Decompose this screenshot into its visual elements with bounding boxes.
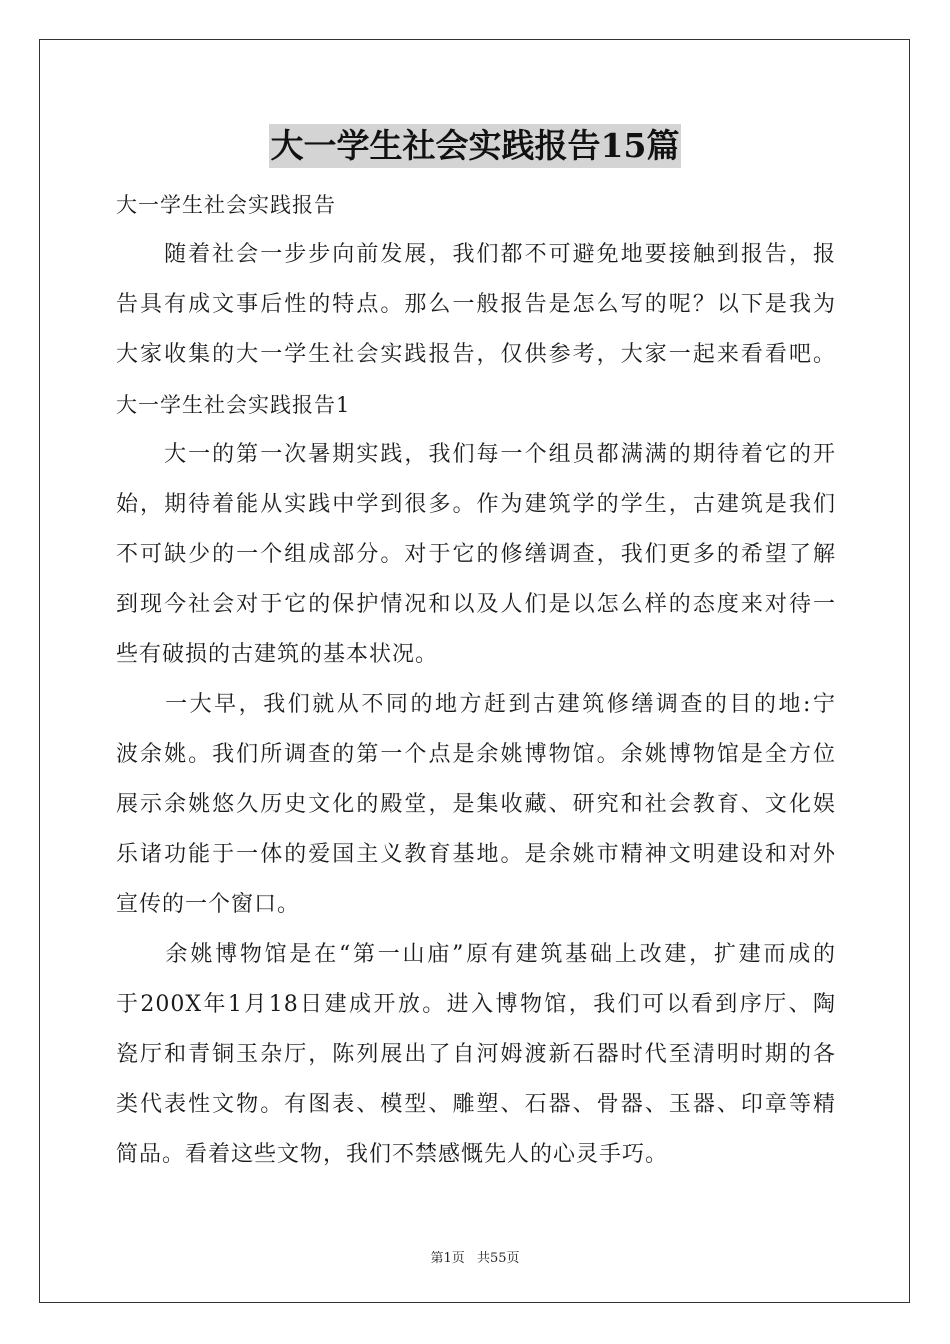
document-body [116,180,836,1180]
section-heading: 大一学生社会实践报告 [116,193,336,217]
text-line: 于200X年1月18日建成开放。进入博物馆，我们可以看到序厅、陶 [116,992,836,1017]
text-line: 告具有成文事后性的特点。那么一般报告是怎么写的呢？以下是我为 [116,292,836,317]
text-line: 波余姚。我们所调查的第一个点是余姚博物馆。余姚博物馆是全方位 [116,742,836,767]
page-footer [0,1247,950,1266]
page-number: 第1页 [430,1251,465,1266]
text-line: 余姚博物馆是在“第一山庙”原有建筑基础上改建，扩建而成的 [116,942,836,967]
text-line: 大一的第一次暑期实践，我们每一个组员都满满的期待着它的开 [116,442,836,467]
text-line: 随着社会一步步向前发展，我们都不可避免地要接触到报告，报 [116,242,836,267]
text-line: 不可缺少的一个组成部分。对于它的修缮调查，我们更多的希望了解 [116,542,836,567]
text-line: 一大早，我们就从不同的地方赶到古建筑修缮调查的目的地:宁 [116,692,836,717]
total-pages: 共55页 [476,1251,520,1266]
document-title: 大一学生社会实践报告15篇 [269,124,682,168]
text-line: 宣传的一个窗口。 [116,892,301,917]
text-line: 展示余姚悠久历史文化的殿堂，是集收藏、研究和社会教育、文化娱 [116,792,836,817]
text-line: 乐诸功能于一体的爱国主义教育基地。是余姚市精神文明建设和对外 [116,842,836,867]
text-line: 简品。看着这些文物，我们不禁感慨先人的心灵手巧。 [116,1142,669,1167]
text-line: 类代表性文物。有图表、模型、雕塑、石器、骨器、玉器、印章等精 [116,1092,836,1117]
title-container [0,124,950,168]
text-line: 到现今社会对于它的保护情况和以及人们是以怎么样的态度来对待一 [116,592,836,617]
text-line: 些有破损的古建筑的基本状况。 [116,642,439,667]
text-line: 大家收集的大一学生社会实践报告，仅供参考，大家一起来看看吧。 [116,342,836,367]
text-line: 瓷厅和青铜玉杂厅，陈列展出了自河姆渡新石器时代至清明时期的各 [116,1042,836,1067]
section-heading: 大一学生社会实践报告1 [116,393,351,417]
text-line: 始，期待着能从实践中学到很多。作为建筑学的学生，古建筑是我们 [116,492,836,517]
